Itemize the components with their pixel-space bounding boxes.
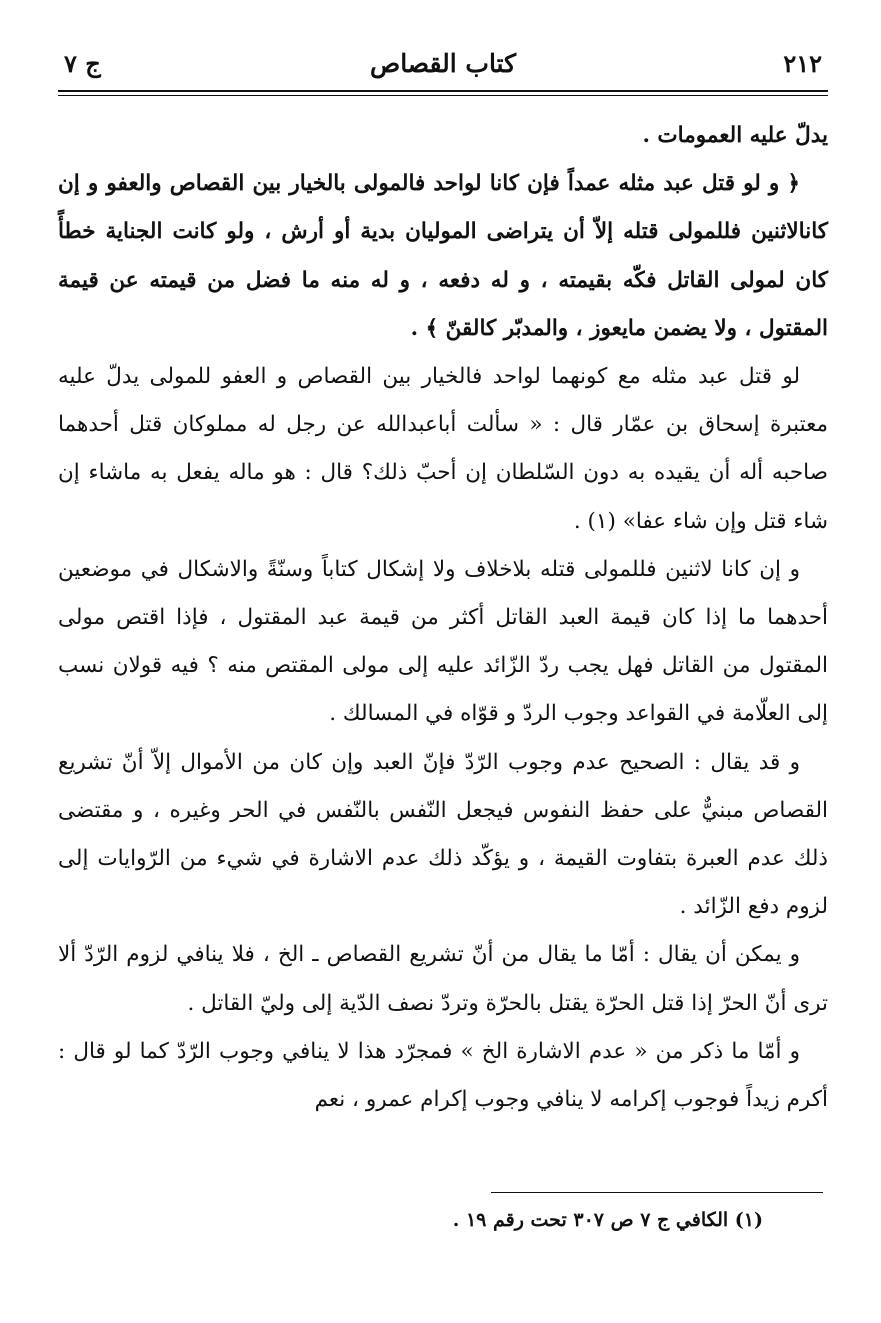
page-number: ٢١٢ <box>783 48 822 78</box>
footnote: (١) الكافي ج ٧ ص ٣٠٧ تحت رقم ١٩ . <box>452 1209 763 1231</box>
paragraph: و يمكن أن يقال : أمّا ما يقال من أنّ تشريع القصاص ـ الخ ، فلا ينافي لزوم الرّدّ ألا ترى أنّ الحرّ إذا قتل الحرّة يقتل بالحرّة وتردّ نصف الدّية إلى وليّ القاتل . <box>58 942 828 1016</box>
paragraph: و أمّا ما ذكر من « عدم الاشارة الخ » فمجرّد هذا لا ينافي وجوب الرّدّ كما لو قال : أكرم زيداً فوجوب إكرامه لا ينافي وجوب إكرام عمرو ، نعم <box>58 1038 828 1113</box>
paragraph: و قد يقال : الصحيح عدم وجوب الرّدّ فإنّ العبد وإن كان من الأموال إلاّ أنّ تشريع القصاص مبنيٌّ على حفظ النفوس فيجعل النّفس بالنّفس في الحر وغيره ، و مقتضى ذلك عدم العبرة بتفاوت القيمة ، و يؤكّد ذلك عدم الاشارة في شيء من الرّوايات إلى لزوم دفع الزّائد . <box>58 749 828 920</box>
footnote-rule <box>491 1192 823 1193</box>
paragraph: و إن كانا لاثنين فللمولى قتله بلاخلاف ولا إشكال كتاباً وسنّةً والاشكال في موضعين أحدهما ما إذا كان قيمة العبد القاتل أكثر من قيمة عبد المقتول ، فإذا اقتص مولى المقتول من القاتل فهل يجب ردّ الزّائد عليه إلى مولى المقتص منه ؟ فيه قولان نسب إلى العلّامة في القواعد وجوب الردّ و قوّاه في المسالك . <box>58 556 828 727</box>
paragraph: يدلّ عليه العمومات . <box>642 123 828 148</box>
page-header <box>58 42 828 84</box>
matn-quote-paragraph: ﴿ و لو قتل عبد مثله عمداً فإن كانا لواحد فالمولى بالخيار بين القصاص والعفو و إن كانالاثنين فللمولى قتله إلاّ أن يتراضى المولیان بدية أو أرش ، ولو كانت الجناية خطأً كان لمولى القاتل فكّه بقيمته ، و له دفعه ، و له منه ما فضل من قيمته عن قيمة المقتول ، ولا يضمن مايعوز ، والمدبّر كالقنّ ﴾ . <box>58 171 828 341</box>
header-rule-thin <box>58 95 828 96</box>
volume-label: ج ٧ <box>64 48 101 78</box>
book-page <box>58 42 828 1124</box>
page-body <box>58 112 828 1124</box>
running-title: كتاب القصاص <box>369 48 517 78</box>
header-rule <box>58 90 828 92</box>
paragraph: لو قتل عبد مثله مع كونهما لواحد فالخيار بين القصاص و العفو للمولى يدلّ عليه معتبرة إسحاق بن عمّار قال : « سألت أباعبدالله عن رجل له مملوكان قتل أحدهما صاحبه أله أن يقيده به دون السّلطان إن أحبّ ذلك؟ قال : هو ماله يفعل به ماشاء إن شاء قتل وإن شاء عفا» (١) . <box>58 364 828 534</box>
